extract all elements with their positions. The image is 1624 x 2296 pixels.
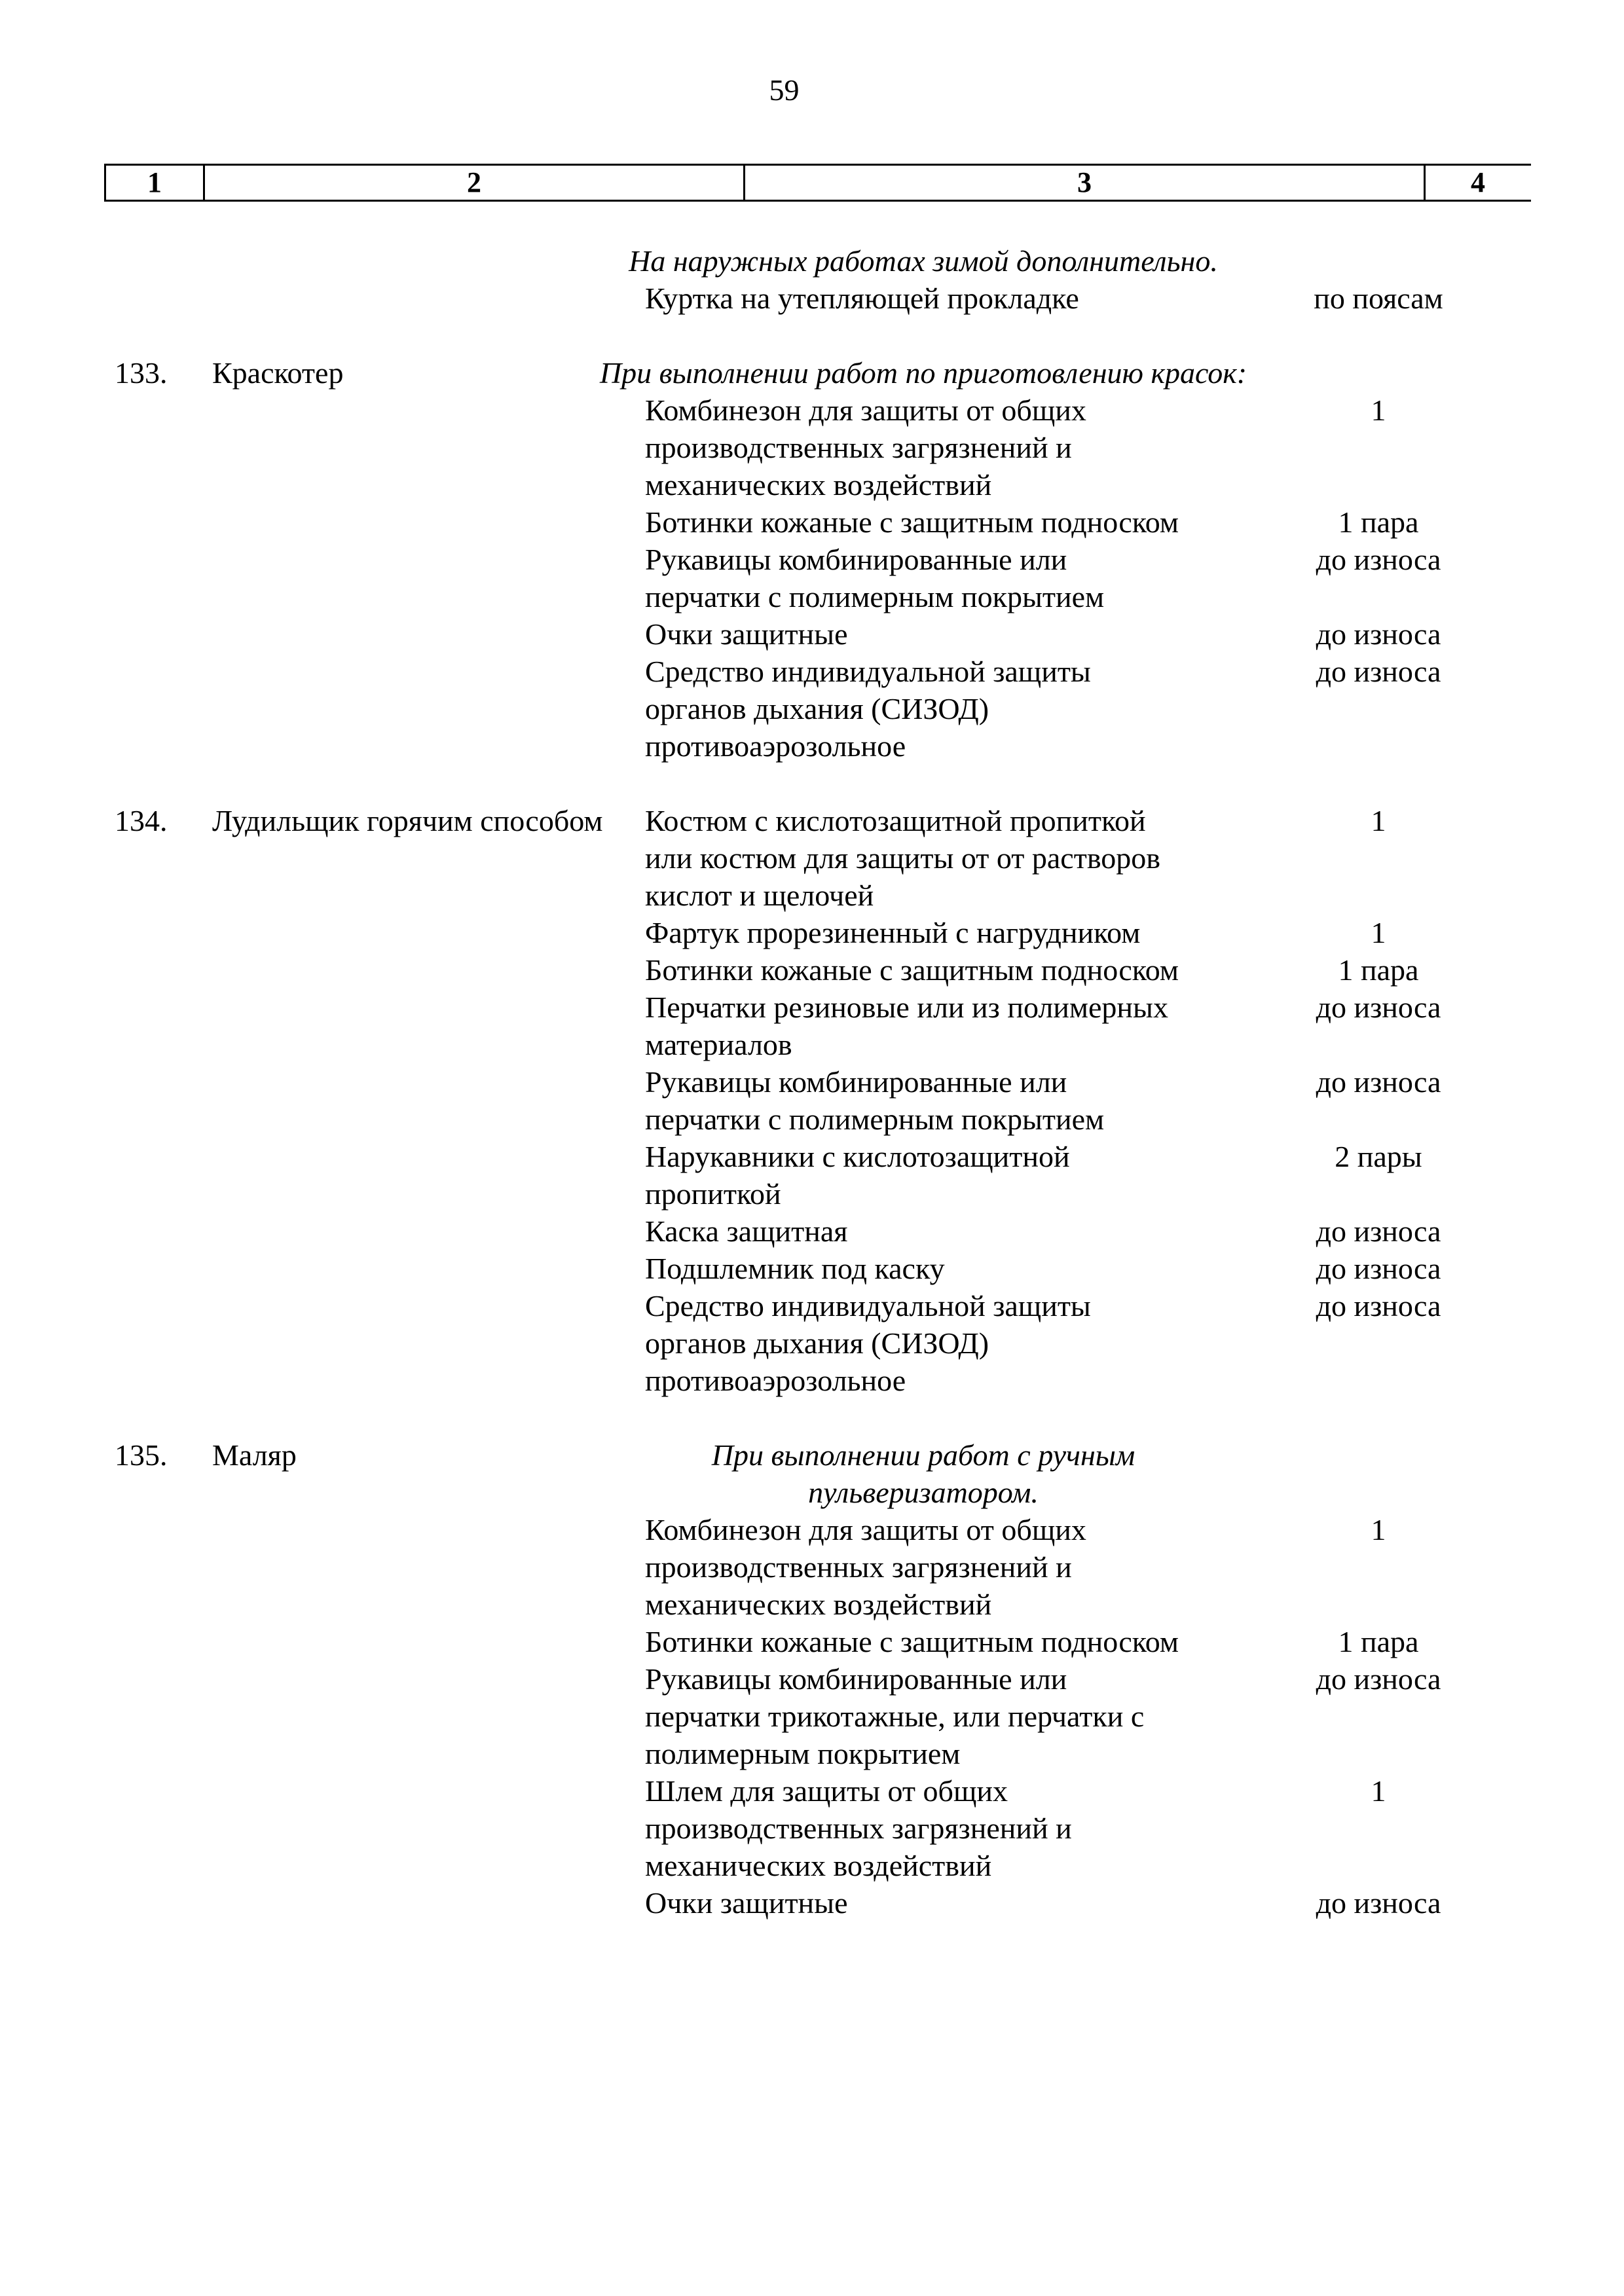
occupation-name: Маляр (212, 1438, 297, 1472)
ppe-issue-norm: до износа (1316, 1065, 1441, 1099)
entry-number: 135. (115, 1438, 168, 1472)
ppe-item-name: Подшлемник под каску (645, 1252, 945, 1285)
ppe-item-row (645, 1063, 1562, 1138)
ppe-items (599, 354, 1562, 765)
entry (0, 354, 1624, 765)
ppe-item-name: Ботинки кожаные с защитным подноском (645, 1625, 1179, 1658)
ppe-item-name: Шлем для защиты от общих производственных загрязнений и механических воздействий (645, 1774, 1072, 1882)
occupation-name: Лудильщик горячим способом (212, 804, 603, 837)
entry (0, 1436, 1624, 1922)
ppe-issue-norm: 1 пара (1338, 505, 1419, 539)
entry (0, 242, 1624, 317)
ppe-items (645, 802, 1562, 1399)
ppe-item-row (645, 1623, 1562, 1660)
ppe-item-name: Ботинки кожаные с защитным подноском (645, 953, 1179, 987)
ppe-item-row (645, 615, 1562, 653)
ppe-issue-norm: 1 (1371, 916, 1386, 949)
ppe-item-row (645, 280, 1562, 317)
ppe-item-name: Ботинки кожаные с защитным подноском (645, 505, 1179, 539)
ppe-item-row (645, 1138, 1562, 1212)
ppe-item-name: Комбинезон для защиты от общих производственных загрязнений и механических воздействий (645, 393, 1086, 501)
ppe-item-name: Нарукавники с кислотозащитной пропиткой (645, 1140, 1070, 1211)
ppe-item-name: Рукавицы комбинированные или перчатки с полимерным покрытием (645, 1065, 1105, 1136)
ppe-item-name: Рукавицы комбинированные или перчатки трикотажные, или перчатки с полимерным покрытием (645, 1662, 1145, 1770)
ppe-item-row (645, 653, 1562, 765)
work-condition-note: При выполнении работ с ручным пульверизатором. (711, 1438, 1135, 1509)
header-cell-2: 2 (467, 166, 481, 198)
header-cell-1: 1 (147, 166, 162, 198)
ppe-item-row (645, 1511, 1562, 1623)
ppe-item-row (645, 802, 1562, 914)
ppe-issue-norm: до износа (1316, 1289, 1441, 1322)
ppe-item-row (645, 1287, 1562, 1399)
entry (0, 802, 1624, 1399)
ppe-issue-norm: до износа (1316, 1214, 1441, 1248)
ppe-item-row (645, 503, 1562, 541)
ppe-item-row (645, 1250, 1562, 1287)
ppe-issue-norm: по поясам (1314, 282, 1443, 315)
ppe-issue-norm: 1 (1371, 1513, 1386, 1546)
ppe-item-name: Комбинезон для защиты от общих производственных загрязнений и механических воздействий (645, 1513, 1086, 1621)
ppe-entries-list (0, 242, 1624, 1922)
ppe-item-row (645, 1212, 1562, 1250)
table-column-header (106, 164, 1531, 202)
ppe-item-name: Фартук прорезиненный с нагрудником (645, 916, 1141, 949)
entry-number: 134. (115, 804, 168, 837)
ppe-item-name: Очки защитные (645, 617, 848, 651)
work-condition-note: На наружных работах зимой дополнительно. (629, 244, 1218, 278)
ppe-item-row (645, 541, 1562, 615)
ppe-issue-norm: 2 пары (1335, 1140, 1422, 1173)
ppe-item-row (645, 951, 1562, 989)
ppe-items (629, 242, 1562, 317)
header-cell-4: 4 (1471, 166, 1485, 198)
ppe-item-row (645, 1660, 1562, 1772)
occupation-name: Краскотер (212, 356, 344, 390)
ppe-item-name: Средство индивидуальной защиты органов дыхания (СИЗОД) противоаэрозольное (645, 655, 1091, 763)
ppe-item-name: Рукавицы комбинированные или перчатки с полимерным покрытием (645, 543, 1105, 613)
ppe-issue-norm: до износа (1316, 617, 1441, 651)
ppe-item-row (645, 392, 1562, 503)
ppe-issue-norm: до износа (1316, 655, 1441, 688)
ppe-item-name: Куртка на утепляющей прокладке (645, 282, 1079, 315)
ppe-item-row (645, 1772, 1562, 1884)
ppe-issue-norm: 1 пара (1338, 953, 1419, 987)
ppe-item-name: Средство индивидуальной защиты органов дыхания (СИЗОД) противоаэрозольное (645, 1289, 1091, 1397)
ppe-issue-norm: до износа (1316, 1252, 1441, 1285)
ppe-item-row (645, 989, 1562, 1063)
ppe-item-name: Перчатки резиновые или из полимерных материалов (645, 991, 1168, 1061)
entry-number: 133. (115, 356, 168, 390)
ppe-item-row (645, 914, 1562, 951)
ppe-issue-norm: до износа (1316, 1886, 1441, 1920)
ppe-issue-norm: до износа (1316, 991, 1441, 1024)
ppe-issue-norm: 1 (1371, 804, 1386, 837)
ppe-issue-norm: 1 (1371, 1774, 1386, 1808)
ppe-issue-norm: 1 (1371, 393, 1386, 427)
ppe-issue-norm: до износа (1316, 543, 1441, 576)
ppe-issue-norm: 1 пара (1338, 1625, 1419, 1658)
page-number: 59 (769, 73, 800, 107)
ppe-item-row (645, 1884, 1562, 1922)
ppe-items (645, 1436, 1562, 1922)
ppe-item-name: Костюм с кислотозащитной пропиткой или костюм для защиты от от растворов кислот и щелочей (645, 804, 1160, 912)
ppe-issue-norm: до износа (1316, 1662, 1441, 1696)
ppe-item-name: Каска защитная (645, 1214, 848, 1248)
header-cell-3: 3 (1077, 166, 1092, 198)
work-condition-note: При выполнении работ по приготовлению красок: (599, 356, 1247, 390)
ppe-item-name: Очки защитные (645, 1886, 848, 1920)
